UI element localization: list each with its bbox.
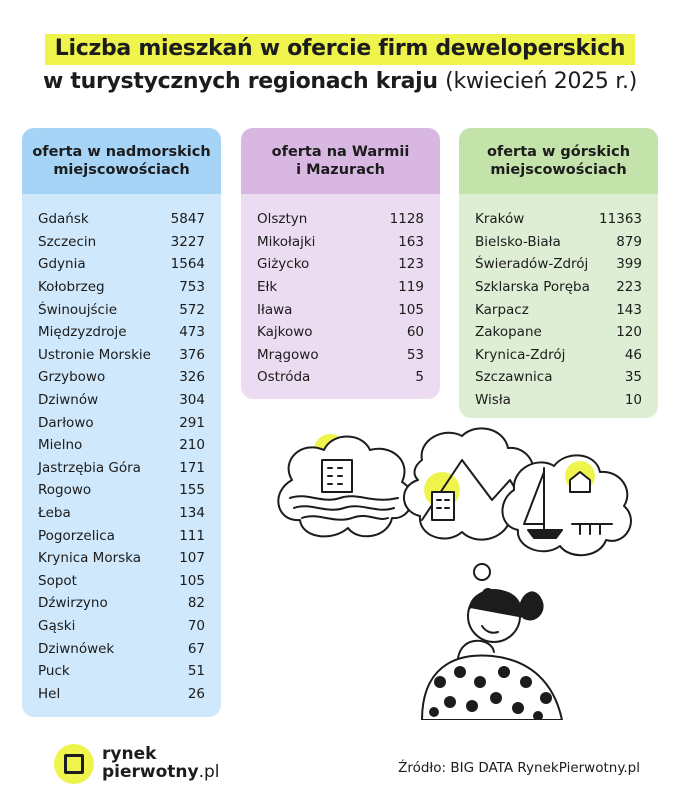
apartment-count: 572 — [179, 301, 205, 318]
table-warmia-mazury — [241, 128, 440, 399]
table-row — [257, 344, 424, 367]
table-row — [38, 298, 205, 321]
city-name: Sopot — [38, 572, 77, 589]
woman-figure — [422, 590, 562, 720]
table-row — [38, 389, 205, 412]
apartment-count: 123 — [398, 256, 424, 273]
city-name: Darłowo — [38, 414, 94, 431]
city-name: Ełk — [257, 279, 278, 296]
apartment-count: 171 — [179, 459, 205, 476]
table-header-line: oferta na Warmii — [271, 143, 410, 160]
table-row — [475, 366, 642, 389]
table-row — [38, 547, 205, 570]
apartment-count: 879 — [616, 233, 642, 250]
apartment-count: 82 — [187, 595, 205, 612]
table-row — [475, 344, 642, 367]
apartment-count: 111 — [179, 527, 205, 544]
apartment-count: 304 — [179, 392, 205, 409]
chart-title — [0, 34, 680, 94]
city-name: Bielsko-Biała — [475, 233, 561, 250]
city-name: Kraków — [475, 211, 525, 228]
title-line-2-bold: w turystycznych regionach kraju — [43, 69, 438, 94]
apartment-count: 5847 — [170, 211, 205, 228]
city-name: Krynica-Zdrój — [475, 346, 566, 363]
building-icon — [432, 492, 454, 520]
table-header-line: miejscowościach — [53, 162, 190, 178]
city-name: Szczawnica — [475, 369, 553, 386]
table-row — [38, 637, 205, 660]
table-body-seaside — [22, 194, 221, 715]
table-row — [257, 253, 424, 276]
apartment-count: 119 — [398, 279, 424, 296]
table-mountains — [459, 128, 658, 418]
daydream-illustration — [262, 420, 662, 720]
table-row — [38, 570, 205, 593]
table-row — [38, 208, 205, 231]
apartment-count: 105 — [179, 572, 205, 589]
table-row — [257, 208, 424, 231]
rynekpierwotny-logo — [54, 744, 220, 784]
table-row — [38, 592, 205, 615]
city-name: Szczecin — [38, 233, 97, 250]
apartment-count: 3227 — [170, 233, 205, 250]
title-date: (kwiecień 2025 r.) — [445, 69, 637, 94]
city-name: Kołobrzeg — [38, 279, 105, 296]
apartment-count: 120 — [616, 324, 642, 341]
table-row — [475, 276, 642, 299]
city-name: Jastrzębia Góra — [38, 459, 141, 476]
apartment-count: 399 — [616, 256, 642, 273]
apartment-count: 326 — [179, 369, 205, 386]
city-name: Mielno — [38, 437, 83, 454]
table-row — [38, 366, 205, 389]
apartment-count: 291 — [179, 414, 205, 431]
apartment-count: 223 — [616, 279, 642, 296]
apartment-count: 10 — [624, 392, 642, 409]
apartment-count: 46 — [624, 346, 642, 363]
city-name: Ustronie Morskie — [38, 346, 151, 363]
logo-line-2: pierwotny.pl — [102, 762, 220, 782]
table-row — [475, 389, 642, 412]
apartment-count: 134 — [179, 505, 205, 522]
table-row — [38, 457, 205, 480]
table-row — [38, 411, 205, 434]
table-row — [38, 479, 205, 502]
apartment-count: 473 — [179, 324, 205, 341]
apartment-count: 60 — [406, 324, 424, 341]
city-name: Kajkowo — [257, 324, 313, 341]
city-name: Karpacz — [475, 301, 529, 318]
city-name: Grzybowo — [38, 369, 106, 386]
apartment-count: 210 — [179, 437, 205, 454]
city-name: Krynica Morska — [38, 550, 142, 567]
table-body-mountains — [459, 194, 658, 418]
city-name: Zakopane — [475, 324, 542, 341]
logo-line-1: rynek — [102, 744, 157, 765]
table-row — [38, 502, 205, 525]
city-name: Giżycko — [257, 256, 310, 273]
table-header-line: oferta w górskich — [486, 143, 631, 160]
table-row — [257, 231, 424, 254]
table-row — [257, 276, 424, 299]
apartment-count: 11363 — [599, 211, 642, 228]
logo-icon — [54, 744, 94, 784]
city-name: Iława — [257, 301, 293, 318]
apartment-count: 753 — [179, 279, 205, 296]
apartment-count: 155 — [179, 482, 205, 499]
apartment-count: 376 — [179, 346, 205, 363]
city-name: Świeradów-Zdrój — [475, 256, 589, 273]
table-row — [257, 321, 424, 344]
apartment-count: 1128 — [389, 211, 424, 228]
logo-text — [102, 746, 220, 782]
apartment-count: 35 — [624, 369, 642, 386]
table-header-line: miejscowościach — [490, 162, 627, 178]
apartment-count: 107 — [179, 550, 205, 567]
city-name: Gdańsk — [38, 211, 89, 228]
apartment-count: 51 — [187, 663, 205, 680]
apartment-count: 1564 — [170, 256, 205, 273]
apartment-count: 70 — [187, 617, 205, 634]
apartment-count: 5 — [415, 369, 424, 386]
city-name: Dźwirzyno — [38, 595, 108, 612]
city-name: Łeba — [38, 505, 71, 522]
table-row — [475, 253, 642, 276]
table-row — [257, 366, 424, 389]
table-seaside — [22, 128, 221, 717]
title-line-1: Liczba mieszkań w ofercie firm deweloperskich — [45, 34, 635, 65]
table-row — [257, 298, 424, 321]
apartment-count: 143 — [616, 301, 642, 318]
table-header-line: oferta w nadmorskich — [32, 143, 211, 160]
title-line-2 — [0, 69, 680, 94]
source-note: Źródło: BIG DATA RynekPierwotny.pl — [398, 760, 640, 776]
apartment-count: 67 — [187, 640, 205, 657]
table-row — [475, 231, 642, 254]
table-row — [38, 321, 205, 344]
city-name: Olsztyn — [257, 211, 308, 228]
table-row — [38, 615, 205, 638]
table-header-seaside — [22, 128, 221, 194]
city-name: Rogowo — [38, 482, 92, 499]
apartment-count: 105 — [398, 301, 424, 318]
city-name: Szklarska Poręba — [475, 279, 590, 296]
city-name: Puck — [38, 663, 70, 680]
table-body-warmia-mazury — [241, 194, 440, 399]
table-row — [38, 682, 205, 705]
table-header-warmia-mazury — [241, 128, 440, 194]
city-name: Dziwnówek — [38, 640, 115, 657]
apartment-count: 26 — [187, 685, 205, 702]
table-row — [38, 276, 205, 299]
city-name: Międzyzdroje — [38, 324, 127, 341]
city-name: Pogorzelica — [38, 527, 115, 544]
table-row — [475, 298, 642, 321]
table-row — [475, 208, 642, 231]
city-name: Gąski — [38, 617, 76, 634]
table-header-mountains — [459, 128, 658, 194]
city-name: Dziwnów — [38, 392, 99, 409]
city-name: Wisła — [475, 392, 511, 409]
city-name: Gdynia — [38, 256, 86, 273]
city-name: Mikołajki — [257, 233, 316, 250]
city-name: Ostróda — [257, 369, 311, 386]
table-row — [475, 321, 642, 344]
apartment-count: 53 — [406, 346, 424, 363]
table-row — [38, 231, 205, 254]
city-name: Świnoujście — [38, 301, 117, 318]
apartment-count: 163 — [398, 233, 424, 250]
table-row — [38, 524, 205, 547]
table-row — [38, 344, 205, 367]
city-name: Hel — [38, 685, 61, 702]
table-row — [38, 660, 205, 683]
table-header-line: i Mazurach — [296, 162, 385, 178]
city-name: Mrągowo — [257, 346, 319, 363]
table-row — [38, 253, 205, 276]
table-row — [38, 434, 205, 457]
